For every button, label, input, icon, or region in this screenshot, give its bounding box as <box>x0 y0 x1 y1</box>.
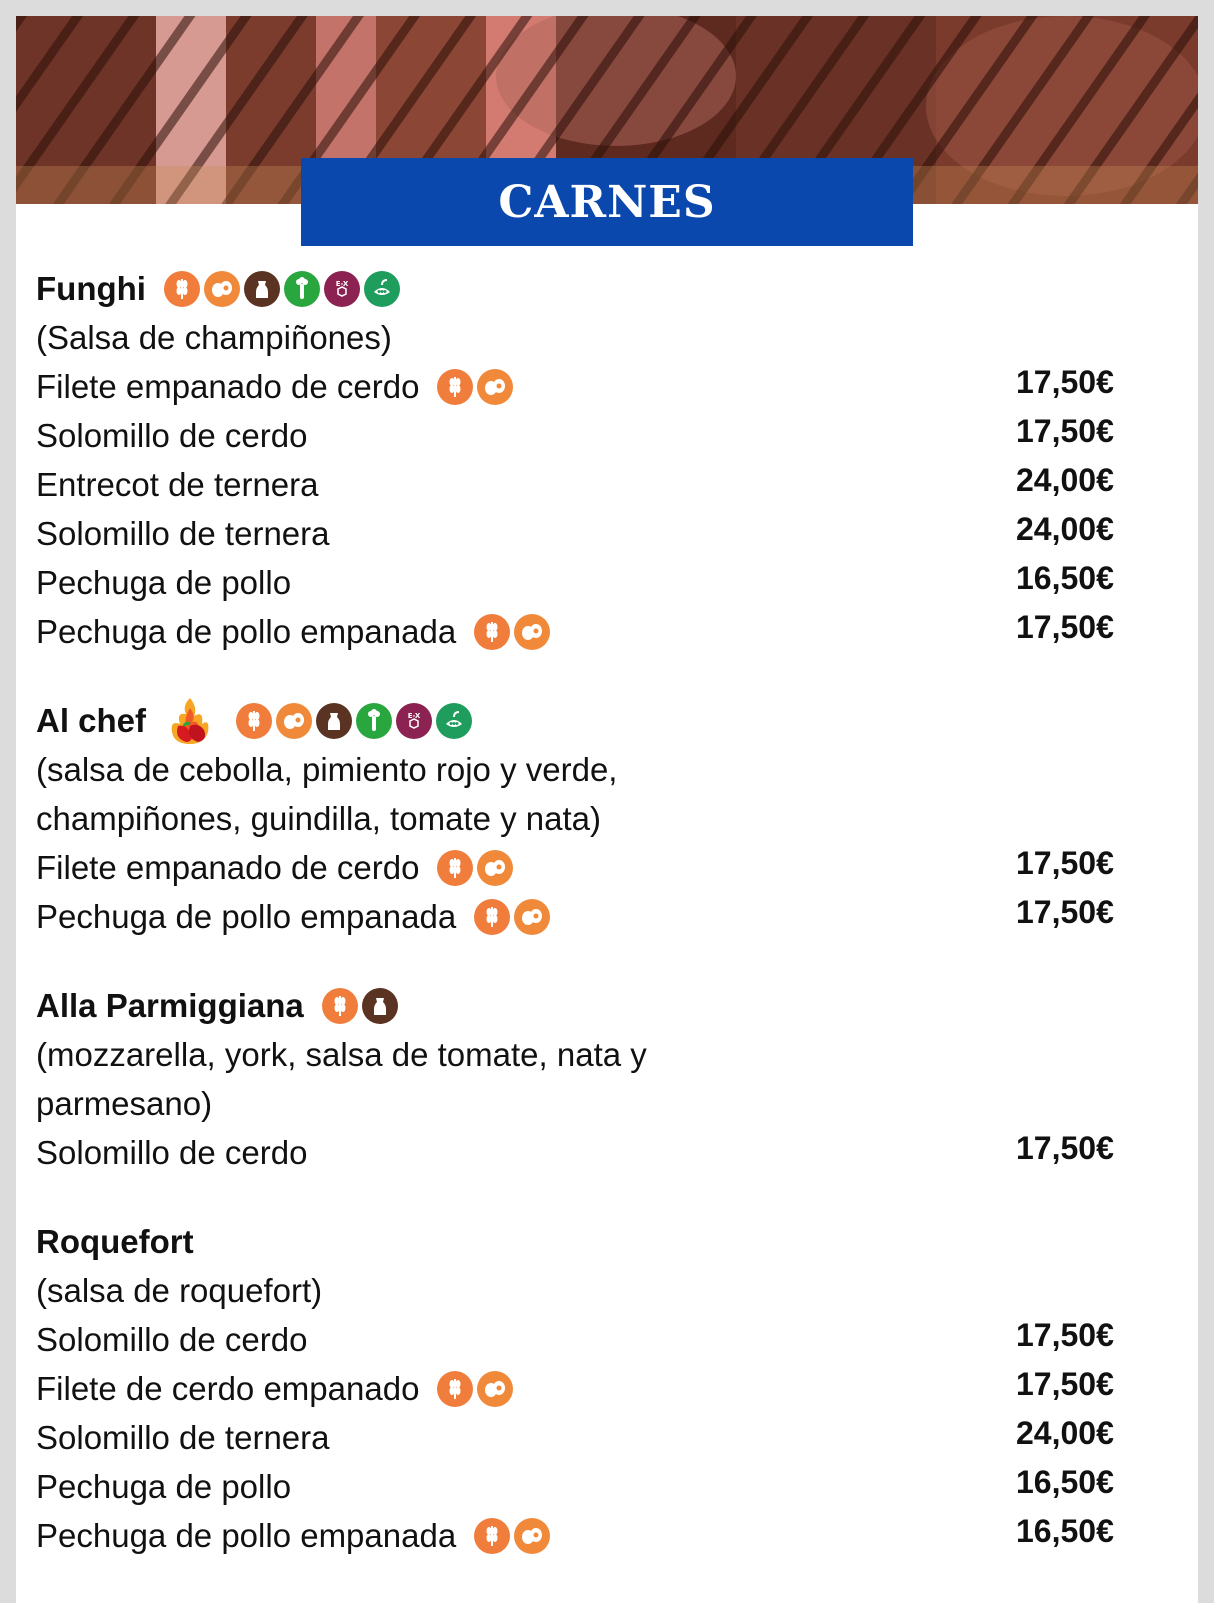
gluten-icon <box>437 850 473 886</box>
gluten-icon <box>474 899 510 935</box>
gluten-icon <box>474 614 510 650</box>
section-spacer <box>36 941 1186 981</box>
menu-item <box>36 558 1186 607</box>
menu-item <box>36 1511 1186 1560</box>
menu-item <box>36 411 1186 460</box>
allergen-icons <box>164 271 400 307</box>
section-title-box <box>301 158 913 246</box>
item-name: Solomillo de ternera <box>36 514 330 552</box>
menu-item <box>36 1364 1186 1413</box>
section-header <box>36 981 1186 1030</box>
section-description: (mozzarella, york, salsa de tomate, nata y <box>36 1035 647 1073</box>
section-name: Alla Parmiggiana <box>36 986 304 1024</box>
egg-icon <box>514 614 550 650</box>
allergen-icons <box>236 703 472 739</box>
item-price: 17,50€ <box>1016 894 1114 930</box>
item-price: 17,50€ <box>1016 1130 1114 1166</box>
section-description: (Salsa de champiñones) <box>36 318 392 356</box>
menu-item <box>36 1462 1186 1511</box>
milk-icon <box>316 703 352 739</box>
section-spacer <box>36 656 1186 696</box>
item-name: Filete de cerdo empanado <box>36 1369 420 1407</box>
allergen-icons <box>474 614 550 650</box>
item-price: 17,50€ <box>1016 364 1114 400</box>
item-name: Solomillo de cerdo <box>36 1133 308 1171</box>
item-name: Solomillo de cerdo <box>36 416 308 454</box>
item-name: Pechuga de pollo <box>36 563 292 601</box>
section-description: (salsa de cebolla, pimiento rojo y verde, <box>36 750 618 788</box>
menu-item <box>36 1128 1186 1177</box>
menu-item <box>36 1315 1186 1364</box>
item-name: Solomillo de cerdo <box>36 1320 308 1358</box>
section-header <box>36 696 1186 745</box>
egg-icon <box>514 899 550 935</box>
item-name: Filete empanado de cerdo <box>36 848 420 886</box>
spicy-chili-icon <box>164 696 216 746</box>
section-description: champiñones, guindilla, tomate y nata) <box>36 799 601 837</box>
egg-icon <box>477 1371 513 1407</box>
egg-icon <box>477 369 513 405</box>
gluten-icon <box>437 369 473 405</box>
milk-icon <box>362 988 398 1024</box>
item-name: Filete empanado de cerdo <box>36 367 420 405</box>
item-price: 17,50€ <box>1016 413 1114 449</box>
item-name: Pechuga de pollo empanada <box>36 612 457 650</box>
item-name: Pechuga de pollo empanada <box>36 897 457 935</box>
sulphite-icon <box>324 271 360 307</box>
svg-text:E-X: E-X <box>407 711 421 720</box>
menu-item <box>36 1413 1186 1462</box>
gluten-icon <box>474 1518 510 1554</box>
menu-item <box>36 607 1186 656</box>
item-price: 24,00€ <box>1016 462 1114 498</box>
item-price: 17,50€ <box>1016 1366 1114 1402</box>
soy-icon <box>436 703 472 739</box>
item-price: 17,50€ <box>1016 845 1114 881</box>
item-price: 16,50€ <box>1016 560 1114 596</box>
egg-icon <box>514 1518 550 1554</box>
allergen-icons <box>437 1371 513 1407</box>
milk-icon <box>244 271 280 307</box>
menu-item <box>36 362 1186 411</box>
egg-icon <box>204 271 240 307</box>
gluten-icon <box>164 271 200 307</box>
item-name: Pechuga de pollo <box>36 1467 292 1505</box>
page-title: CARNES <box>498 176 716 228</box>
menu-page <box>16 16 1198 1603</box>
menu-item <box>36 460 1186 509</box>
section-header <box>36 1217 1186 1266</box>
allergen-icons <box>474 1518 550 1554</box>
svg-text:E-X: E-X <box>335 279 349 288</box>
allergen-icons <box>322 988 398 1024</box>
item-name: Solomillo de ternera <box>36 1418 330 1456</box>
section-name: Al chef <box>36 701 147 739</box>
menu-item <box>36 843 1186 892</box>
gluten-icon <box>236 703 272 739</box>
item-price: 16,50€ <box>1016 1513 1114 1549</box>
gluten-icon <box>322 988 358 1024</box>
allergen-icons <box>437 369 513 405</box>
celery-icon <box>356 703 392 739</box>
section-spacer <box>36 1177 1186 1217</box>
menu-item <box>36 509 1186 558</box>
item-price: 16,50€ <box>1016 1464 1114 1500</box>
gluten-icon <box>437 1371 473 1407</box>
item-price: 24,00€ <box>1016 1415 1114 1451</box>
allergen-icons <box>474 899 550 935</box>
section-header <box>36 264 1186 313</box>
item-name: Entrecot de ternera <box>36 465 319 503</box>
section-name: Roquefort <box>36 1222 194 1260</box>
item-price: 17,50€ <box>1016 609 1114 645</box>
celery-icon <box>284 271 320 307</box>
item-name: Pechuga de pollo empanada <box>36 1516 457 1554</box>
section-name: Funghi <box>36 269 146 307</box>
section-description: parmesano) <box>36 1084 213 1122</box>
egg-icon <box>477 850 513 886</box>
menu-list <box>36 264 1186 1560</box>
allergen-icons <box>437 850 513 886</box>
menu-item <box>36 892 1186 941</box>
item-price: 17,50€ <box>1016 1317 1114 1353</box>
item-price: 24,00€ <box>1016 511 1114 547</box>
egg-icon <box>276 703 312 739</box>
section-description: (salsa de roquefort) <box>36 1271 323 1309</box>
soy-icon <box>364 271 400 307</box>
sulphite-icon <box>396 703 432 739</box>
